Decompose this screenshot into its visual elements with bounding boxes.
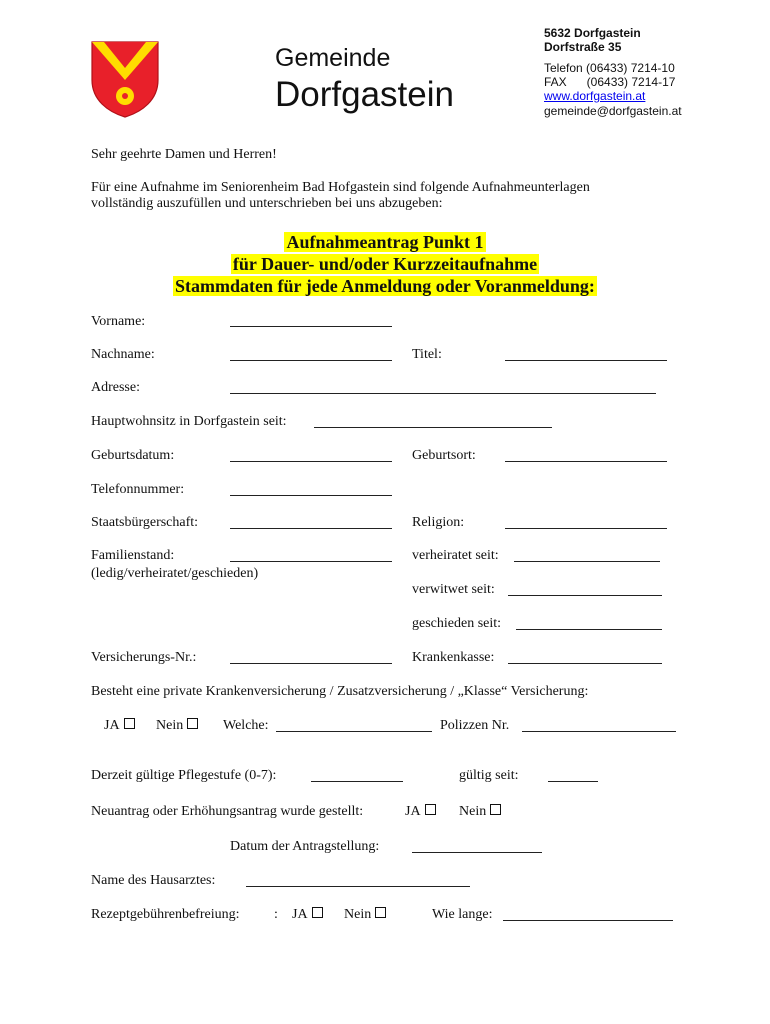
label-versicherungsnr: Versicherungs-Nr.:	[91, 650, 197, 665]
neuantrag-ja-label: JA	[405, 804, 421, 819]
label-vorname: Vorname:	[91, 314, 146, 329]
rezept-nein-checkbox[interactable]	[375, 907, 386, 918]
field-verwitwet-seit[interactable]	[508, 595, 662, 596]
headline-3	[0, 275, 770, 297]
address-line-1: 5632 Dorfgastein	[544, 26, 641, 40]
address-line-2: Dorfstraße 35	[544, 40, 622, 54]
field-religion[interactable]	[505, 528, 667, 529]
email-address: gemeinde@dorfgastein.at	[544, 104, 682, 118]
field-adresse[interactable]	[230, 393, 656, 394]
private-ja-checkbox[interactable]	[124, 718, 135, 729]
field-vorname[interactable]	[230, 326, 392, 327]
label-gueltig-seit: gültig seit:	[459, 768, 519, 783]
label-pflegestufe: Derzeit gültige Pflegestufe (0-7):	[91, 768, 277, 783]
rezept-colon: :	[274, 907, 278, 922]
label-nachname: Nachname:	[91, 347, 155, 362]
intro-line-2: vollständig auszufüllen und unterschrieben bei uns abzugeben:	[91, 196, 443, 211]
field-familienstand[interactable]	[230, 561, 392, 562]
rezept-ja-option[interactable]	[292, 907, 323, 923]
field-geburtsdatum[interactable]	[230, 461, 392, 462]
municipality-prefix: Gemeinde	[275, 44, 391, 72]
familienstand-hint: (ledig/verheiratet/geschieden)	[91, 566, 259, 581]
website-link[interactable]: www.dorfgastein.at	[544, 89, 646, 103]
phone-number: Telefon (06433) 7214-10	[544, 61, 675, 75]
label-wie-lange: Wie lange:	[432, 907, 493, 922]
headline-1	[0, 231, 770, 253]
label-verwitwet-seit: verwitwet seit:	[412, 582, 495, 597]
label-rezept: Rezeptgebührenbefreiung:	[91, 907, 240, 922]
headline-1-text: Aufnahmeantrag Punkt 1	[286, 232, 484, 252]
label-datum-antrag: Datum der Antragstellung:	[230, 839, 380, 854]
intro-line-1: Für eine Aufnahme im Seniorenheim Bad Hofgastein sind folgende Aufnahmeunterlagen	[91, 180, 590, 195]
headline-2-text: für Dauer- und/oder Kurzzeitaufnahme	[232, 254, 538, 274]
label-verheiratet-seit: verheiratet seit:	[412, 548, 499, 563]
field-datum-antrag[interactable]	[412, 852, 542, 853]
label-geschieden-seit: geschieden seit:	[412, 616, 502, 631]
field-pflegestufe[interactable]	[311, 781, 403, 782]
label-krankenkasse: Krankenkasse:	[412, 650, 495, 665]
private-insurance-question: Besteht eine private Krankenversicherung / Zusatzversicherung / „Klasse“ Versicherung:	[91, 684, 589, 699]
greeting: Sehr geehrte Damen und Herren!	[91, 147, 277, 162]
label-neuantrag: Neuantrag oder Erhöhungsantrag wurde gestellt:	[91, 804, 364, 819]
field-geschieden-seit[interactable]	[516, 629, 662, 630]
private-nein-option[interactable]	[156, 718, 198, 734]
label-geburtsort: Geburtsort:	[412, 448, 476, 463]
neuantrag-nein-checkbox[interactable]	[490, 804, 501, 815]
private-nein-checkbox[interactable]	[187, 718, 198, 729]
field-nachname[interactable]	[230, 360, 392, 361]
municipality-name: Dorfgastein	[275, 75, 454, 114]
label-telefon: Telefonnummer:	[91, 482, 185, 497]
label-hauptwohnsitz: Hauptwohnsitz in Dorfgastein seit:	[91, 414, 287, 429]
neuantrag-ja-option[interactable]	[405, 804, 436, 820]
field-titel[interactable]	[505, 360, 667, 361]
label-familienstand: Familienstand:	[91, 548, 175, 563]
field-versicherungsnr[interactable]	[230, 663, 392, 664]
field-geburtsort[interactable]	[505, 461, 667, 462]
label-staatsbuergerschaft: Staatsbürgerschaft:	[91, 515, 199, 530]
field-welche[interactable]	[276, 731, 432, 732]
rezept-ja-checkbox[interactable]	[312, 907, 323, 918]
field-krankenkasse[interactable]	[508, 663, 662, 664]
fax-number: FAX (06433) 7214-17	[544, 75, 676, 89]
neuantrag-nein-option[interactable]	[459, 804, 501, 820]
label-welche: Welche:	[223, 718, 269, 733]
headline-3-text: Stammdaten für jede Anmeldung oder Voranmeldung:	[175, 276, 595, 296]
rezept-ja-label: JA	[292, 907, 308, 922]
field-polizzen[interactable]	[522, 731, 676, 732]
field-hauptwohnsitz[interactable]	[314, 427, 552, 428]
field-wie-lange[interactable]	[503, 920, 673, 921]
label-religion: Religion:	[412, 515, 465, 530]
rezept-nein-label: Nein	[344, 907, 372, 922]
label-titel: Titel:	[412, 347, 442, 362]
rezept-nein-option[interactable]	[344, 907, 386, 923]
field-hausarzt[interactable]	[246, 886, 470, 887]
label-geburtsdatum: Geburtsdatum:	[91, 448, 175, 463]
field-verheiratet-seit[interactable]	[514, 561, 660, 562]
neuantrag-nein-label: Nein	[459, 804, 487, 819]
municipal-crest-icon	[90, 40, 160, 118]
label-polizzen: Polizzen Nr.	[440, 718, 510, 733]
label-hausarzt: Name des Hausarztes:	[91, 873, 216, 888]
headline-2	[0, 253, 770, 275]
private-ja-label: JA	[104, 718, 120, 733]
private-ja-option[interactable]	[104, 718, 135, 734]
label-adresse: Adresse:	[91, 380, 140, 395]
neuantrag-ja-checkbox[interactable]	[425, 804, 436, 815]
field-telefon[interactable]	[230, 495, 392, 496]
private-nein-label: Nein	[156, 718, 184, 733]
field-staatsbuergerschaft[interactable]	[230, 528, 392, 529]
field-gueltig-seit[interactable]	[548, 781, 598, 782]
